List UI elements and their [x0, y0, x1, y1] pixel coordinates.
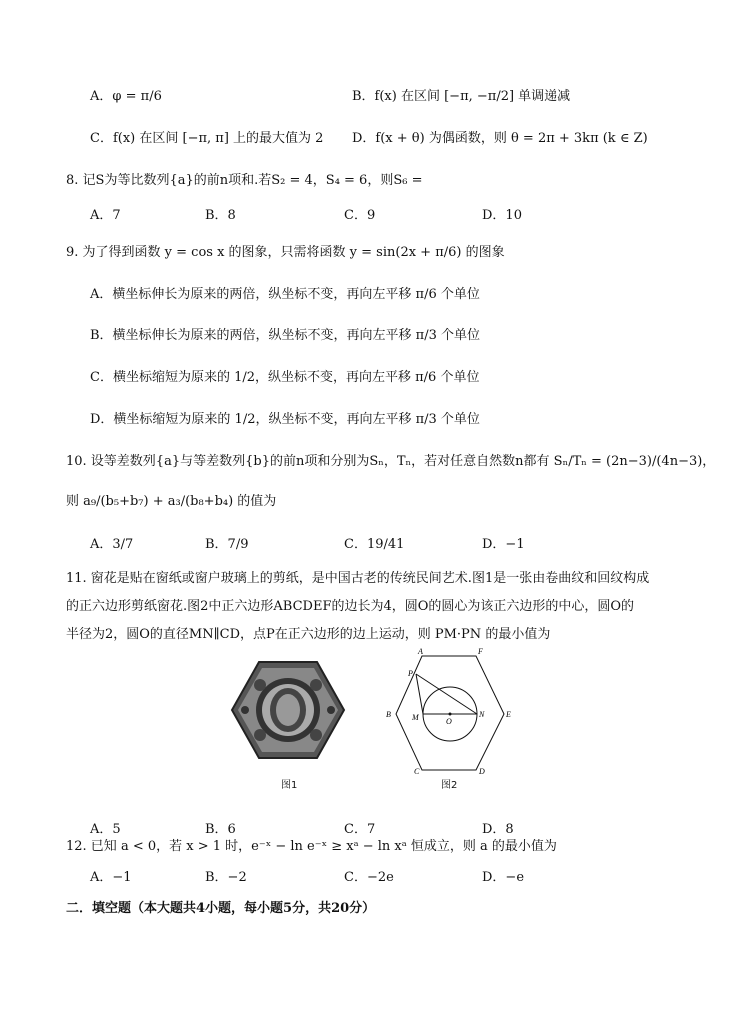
q9-option-d: D．横坐标缩短为原来的 1/2，纵坐标不变，再向左平移 π/3 个单位 [90, 412, 480, 427]
q9-option-a: A．横坐标伸长为原来的两倍，纵坐标不变，再向左平移 π/6 个单位 [90, 287, 480, 302]
q12-option-b: B．−2 [205, 870, 247, 885]
label-a: A [418, 648, 423, 656]
q10-option-d: D．−1 [482, 537, 525, 552]
q12-option-a: A．−1 [90, 870, 132, 885]
q7-option-b-text: B．f(x) 在区间 [−π, −π/2] 单调递减 [352, 89, 571, 104]
label-b: B [386, 710, 391, 719]
q11-stem-line1: 11. 窗花是贴在窗纸或窗户玻璃上的剪纸，是中国古老的传统民间艺术.图1是一张由卷曲纹和回纹构成 [66, 571, 650, 586]
label-o: O [446, 717, 452, 726]
q7-option-c-text: C．f(x) 在区间 [−π, π] 上的最大值为 2 [90, 131, 324, 146]
label-m: M [412, 713, 419, 722]
label-e: E [506, 710, 511, 719]
q7-option-a-text: A．φ = π/6 [90, 89, 162, 104]
q10-option-b: B．7/9 [205, 537, 249, 552]
q10-stem-line2: 则 a₉/(b₅+b₇) + a₃/(b₈+b₄) 的值为 [66, 494, 277, 509]
label-p: P [408, 669, 413, 678]
q9-option-b: B．横坐标伸长为原来的两倍，纵坐标不变，再向左平移 π/3 个单位 [90, 328, 481, 343]
q11-stem-line2: 的正六边形剪纸窗花.图2中正六边形ABCDEF的边长为4，圆O的圆心为该正六边形的中心，圆O的 [66, 599, 635, 614]
label-n: N [479, 710, 485, 719]
figure2-hexagon-diagram [380, 648, 520, 776]
q8-option-c: C．9 [344, 208, 376, 223]
figure1-caption: 图1 [281, 780, 298, 791]
q12-option-d: D．−e [482, 870, 525, 885]
q11-option-a: A．5 [90, 822, 121, 837]
label-f: F [478, 648, 483, 656]
figure2-caption: 图2 [441, 780, 458, 791]
q7-option-c [90, 130, 323, 148]
label-d: D [479, 767, 485, 776]
figure1-papercut [230, 660, 346, 760]
q10-option-a: A．3/7 [90, 537, 134, 552]
label-c: C [414, 767, 420, 776]
q8-stem: 8. 记S为等比数列{a}的前n项和.若S₂ = 4，S₄ = 6，则S₆ = [66, 173, 423, 188]
q7-option-b [352, 88, 570, 106]
q9-stem: 9. 为了得到函数 y = cos x 的图象，只需将函数 y = sin(2x + π/6) 的图象 [66, 245, 505, 260]
q11-option-d: D．8 [482, 822, 514, 837]
q7-option-d-text: D．f(x + θ) 为偶函数，则 θ = 2π + 3kπ (k ∈ Z) [352, 131, 648, 146]
q8-option-d: D．10 [482, 208, 522, 223]
q11-option-b: B．6 [205, 822, 236, 837]
q7-option-d [352, 130, 648, 148]
section-2-heading: 二．填空题（本大题共4小题，每小题5分，共20分） [66, 901, 376, 916]
q12-stem: 12. 已知 a < 0，若 x > 1 时，e⁻ˣ − ln e⁻ˣ ≥ xᵃ − ln xᵃ 恒成立，则 a 的最小值为 [66, 839, 557, 854]
q8-option-b: B．8 [205, 208, 236, 223]
q9-option-c: C．横坐标缩短为原来的 1/2，纵坐标不变，再向左平移 π/6 个单位 [90, 370, 480, 385]
q12-option-c: C．−2e [344, 870, 394, 885]
q7-option-a [90, 88, 162, 106]
q8-option-a: A．7 [90, 208, 121, 223]
q10-option-c: C．19/41 [344, 537, 405, 552]
q11-option-c: C．7 [344, 822, 376, 837]
q10-stem-line1: 10. 设等差数列{a}与等差数列{b}的前n项和分别为Sₙ，Tₙ，若对任意自然数n都有 Sₙ/Tₙ = (2n−3)/(4n−3)， [66, 454, 716, 469]
q11-stem-line3: 半径为2，圆O的直径MN∥CD，点P在正六边形的边上运动，则 PM·PN 的最小值为 [66, 627, 551, 642]
